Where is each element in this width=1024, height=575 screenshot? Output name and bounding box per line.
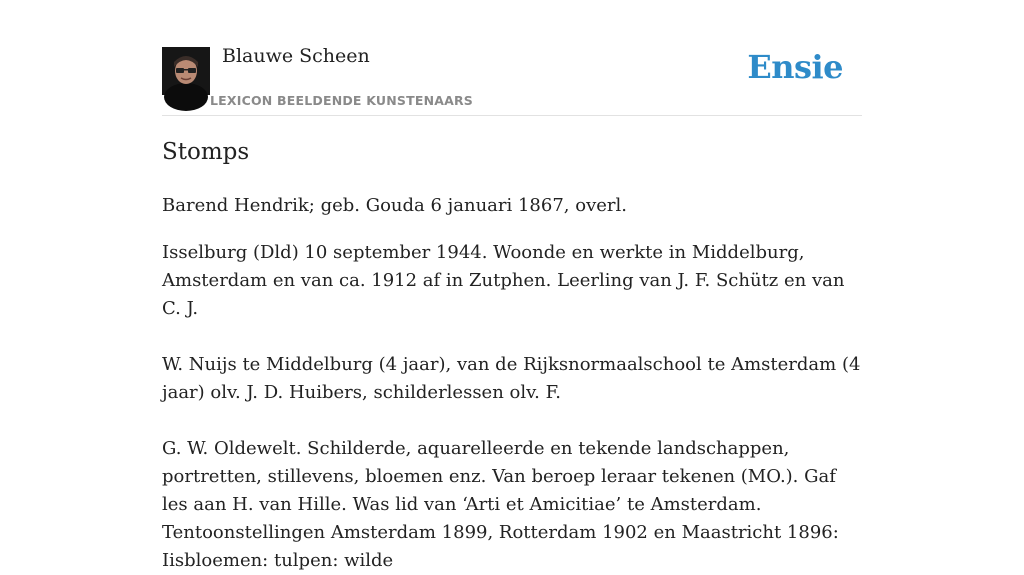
paragraph: G. W. Oldewelt. Schilderde, aquarelleerde en tekende landschappen, portretten, stillevens, bloemen enz. Van beroep leraar tekenen (MO.). Gaf les aan H. van Hille. Was lid van ‘Arti et Amicitiae’ te Amsterdam. Tentoonstellingen Amsterdam 1899, Rotterdam 1902 en Maastricht 1896: Iisbloemen: tulpen: wilde [162, 438, 839, 571]
paragraph: Barend Hendrik; geb. Gouda 6 januari 1867, overl. [162, 195, 627, 216]
paragraph: W. Nuijs te Middelburg (4 jaar), van de Rijksnormaalschool te Amsterdam (4 jaar) olv. J. D. Huibers, schilderlessen olv. F. [162, 354, 861, 403]
author-photo-icon [162, 47, 210, 95]
publication-label[interactable]: LEXICON BEELDENDE KUNSTENAARS [210, 93, 474, 108]
paragraph: Isselburg (Dld) 10 september 1944. Woonde en werkte in Middelburg, Amsterdam en van ca. 1912 af in Zutphen. Leerling van J. F. Schütz en van C. J. [162, 242, 845, 319]
article-header [162, 0, 862, 116]
author-name[interactable]: Blauwe Scheen [222, 45, 370, 67]
brand-logo[interactable]: Ensie [747, 48, 843, 86]
avatar[interactable] [162, 47, 210, 95]
article-title: Stomps [162, 139, 250, 165]
article-page [162, 0, 862, 571]
article-body [162, 192, 862, 575]
